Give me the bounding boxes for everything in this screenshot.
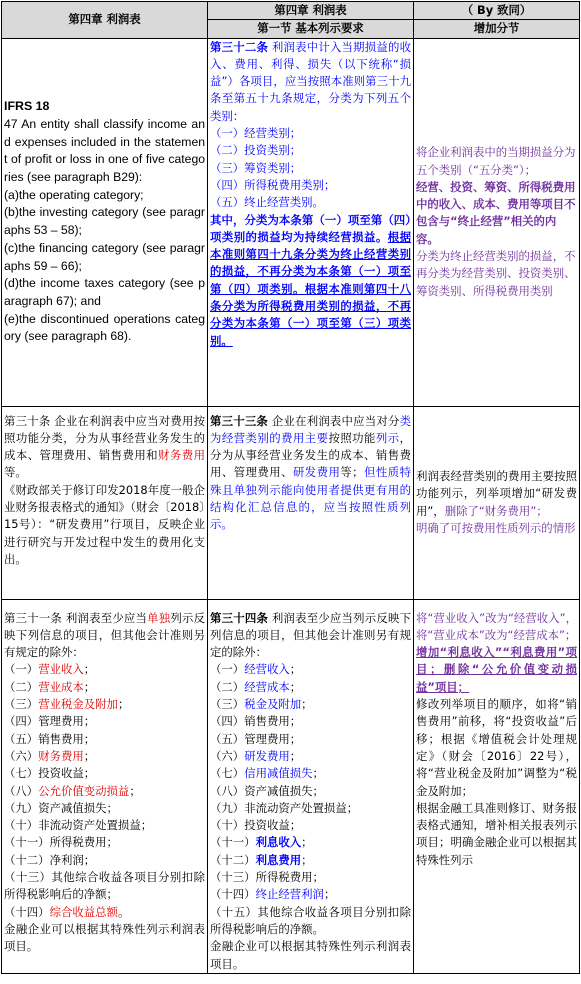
row3-note-b: 增加“利息收入”“利息费用”项目；删除“公允价值变动损益”项目； (416, 645, 577, 694)
art33-heading: 第三十三条 (210, 413, 269, 428)
art34-text-a: 利润表至少应当列示反映下列信息的项目，但其他会计准则另有规定的除外： (210, 610, 411, 660)
art31-list-item: （十三）其他综合收益各项目分别扣除所得税影响后的净额； (4, 870, 205, 902)
art31-list-item: （三）营业税金及附加； (4, 697, 130, 712)
art32-category-item: （二）投资类别； (210, 143, 302, 158)
row2-note-c: 明确了可按费用性质列示的情形 (416, 520, 576, 535)
art33-blue-2: 列示 (375, 430, 400, 445)
header-col2-sub: 第一节 基本列示要求 (208, 20, 414, 38)
header-row (2, 2, 580, 20)
art34-list-item: （五）管理费用； (210, 731, 302, 746)
ifrs-category-item: (c)the financing category (see paragraphs 59 – 66); (4, 240, 205, 273)
ifrs-category-item: (d)the income taxes category (see paragraph 67); and (4, 276, 205, 308)
art31-list-item: （一）营业收入； (4, 662, 96, 677)
art34-heading: 第三十四条 (210, 610, 269, 625)
art30-finance-cost: 财务费用 (158, 448, 205, 463)
art34-list-item: （十）投资收益； (210, 818, 302, 833)
table-row (2, 599, 580, 973)
art32-bold-note: 其中，分类为本条第（一）项至第（四）项类别的损益均为持续经营损益。 (210, 212, 411, 244)
art31-separately: 单独 (147, 610, 171, 625)
art34-list-item: （六）研发费用； (210, 748, 302, 763)
art34-cell (208, 599, 414, 973)
art34-end: 金融企业可以根据其特殊性列示利润表项目。 (210, 939, 411, 971)
ifrs-title: IFRS 18 (4, 99, 50, 114)
art34-item-list (210, 661, 411, 938)
comparison-table (1, 1, 580, 974)
row2-note-a: 利润表经营类别的费用主要按照功能列示，列举项增加“研发费用”， (416, 469, 577, 518)
art31-list-item: （五）销售费用； (4, 731, 96, 746)
art34-list-item: （十五）其他综合收益各项目分别扣除所得税影响后的净额。 (210, 904, 411, 936)
row2-note-cell (414, 406, 580, 599)
row2-note-b: 删除了“财务费用”； (444, 503, 548, 518)
art31-list-item: （十）非流动资产处置损益； (4, 818, 153, 833)
art33-blue-3: 研发费用 (292, 465, 341, 480)
art31-list-item: （四）管理费用； (4, 714, 96, 729)
row1-note-b: 经营、投资、筹资、所得税费用中的收入、成本、费用等项目不包含与“终止经营”相关的内容。 (416, 179, 576, 246)
row3-note-cell (414, 599, 580, 973)
art32-body: 利润表中计入当期损益的收入、费用、利得、损失（以下统称“损益”）各项目，应当按照本准则第三十九条至第五十九条规定，分类为下列五个类别： (210, 39, 411, 123)
art34-list-item: （十二）利息费用； (210, 852, 313, 867)
art31-list-item: （十一）所得税费用； (4, 835, 118, 850)
art33-text-b: 按照功能 (328, 430, 376, 445)
art31-item-list (4, 661, 205, 920)
row3-note-a: 将“营业收入”改为“经营收入”，将“营业成本”改为“经营成本”； (416, 610, 577, 642)
art32-category-item: （一）经营类别； (210, 126, 302, 141)
row3-note-d: 根据金融工具准则修订、财务报表格式通知，增补相关报表列示项目；明确金融企业可以根据其特殊性列示 (416, 800, 577, 867)
art31-list-item: （十二）净利润； (4, 852, 96, 867)
art34-list-item: （七）信用减值损失； (210, 766, 324, 781)
art34-list-item: （十一）利息收入； (210, 835, 313, 850)
ifrs-body: 47 An entity shall classify income and expenses included in the statement of profit or loss in one of five categories (see paragraph B29): (4, 116, 205, 184)
art34-list-item: （十四）终止经营利润； (210, 887, 336, 902)
row1-note-a: 将企业利润表中的当期损益分为五个类别（“五分类”）； (416, 145, 576, 177)
art32-category-item: （三）筹资类别； (210, 160, 302, 175)
ifrs-category-item: (a)the operating category; (4, 187, 144, 202)
art31-list-item: （八）公允价值变动损益； (4, 783, 141, 798)
art32-cell (208, 38, 414, 406)
header-col3-sub: 增加分节 (414, 20, 580, 38)
art33-cell (208, 406, 414, 599)
art34-list-item: （十三）所得税费用； (210, 870, 324, 885)
header-col3: （ By 致同） (414, 2, 580, 20)
art32-underlined-note: 根据本准则第四十九条分类为终止经营类别的损益，不再分类为本条第（一）项至第（四）项类别。根据本准则第四十八条分类为所得税费用类别的损益，不再分类为本条第（一）项至第（三）项类别。 (210, 229, 411, 348)
art34-list-item: （一）经营收入； (210, 662, 302, 677)
art31-list-item: （十四）综合收益总额。 (4, 904, 130, 919)
ifrs18-cell (2, 38, 208, 406)
art30-text-a: 第三十条 企业在利润表中应当对费用按照功能分类，分为从事经营业务发生的成本、管理费用、销售费用和 (4, 413, 205, 463)
ifrs-category-list (4, 187, 205, 346)
art31-end: 金融企业可以根据其特殊性列示利润表项目。 (4, 921, 205, 954)
header-col2: 第四章 利润表 (208, 2, 414, 20)
art30-cell (2, 406, 208, 599)
row3-note-c: 修改列举项目的顺序，如将“销售费用”前移，将“投资收益”后移；根据《增值税会计处理规定》（财会〔2016〕22号），将“营业税金及附加”调整为“税金及附加； (416, 697, 577, 798)
art34-list-item: （二）经营成本； (210, 679, 302, 694)
art34-list-item: （八）资产减值损失； (210, 783, 324, 798)
art32-category-list (210, 125, 411, 211)
ifrs-category-item: (e)the discontinued operations category (see paragraph 68). (4, 311, 205, 344)
art31-text-b: 列示反映下列信息的项目，但其他会计准则另有规定的除外： (4, 610, 205, 660)
art32-heading: 第三十二条 (210, 39, 269, 54)
art30-notice: 《财政部关于修订印发2018年度一般企业财务报表格式的通知》（财会〔2018〕15号）：“研发费用”行项目，反映企业进行研究与开发过程中发生的费用化支出。 (4, 482, 205, 566)
art33-blue-4: 但性质特殊且单独列示能向使用者提供更有用的结构化汇总信息的，应当按照性质列示。 (210, 465, 411, 532)
table-row (2, 406, 580, 599)
art31-list-item: （二）营业成本； (4, 679, 96, 694)
art34-list-item: （九）非流动资产处置损益； (210, 800, 359, 815)
art34-list-item: （三）税金及附加； (210, 697, 313, 712)
art31-list-item: （七）投资收益； (4, 766, 96, 781)
ifrs-category-item: (b)the investing category (see paragraphs 53 – 58); (4, 205, 205, 238)
art31-list-item: （六）财务费用； (4, 748, 96, 763)
art33-text-a: 企业在利润表中应当对分 (268, 413, 400, 428)
art31-list-item: （九）资产减值损失； (4, 800, 118, 815)
art33-blue-1: 类为经营类别的费用主要 (210, 413, 411, 445)
art31-text-a: 第三十一条 利润表至少应当 (4, 610, 148, 625)
row1-note-c: 分类为终止经营类别的损益，不再分类为经营类别、投资类别、筹资类别、所得税费用类别 (416, 249, 576, 298)
art31-cell (2, 599, 208, 973)
art33-text-c: ，分为从事经营业务发生的成本、销售费用、管理费用、 (210, 430, 411, 480)
table-row (2, 38, 580, 406)
art32-category-item: （四）所得税费用类别； (210, 177, 336, 192)
art33-text-d: 等； (340, 465, 364, 480)
art34-list-item: （四）销售费用； (210, 714, 302, 729)
art32-category-item: （五）终止经营类别。 (210, 195, 324, 210)
header-col1: 第四章 利润表 (2, 2, 208, 39)
art30-text-b: 等。 (4, 465, 27, 480)
row1-note-cell (414, 38, 580, 406)
comparison-table-container (1, 1, 579, 982)
